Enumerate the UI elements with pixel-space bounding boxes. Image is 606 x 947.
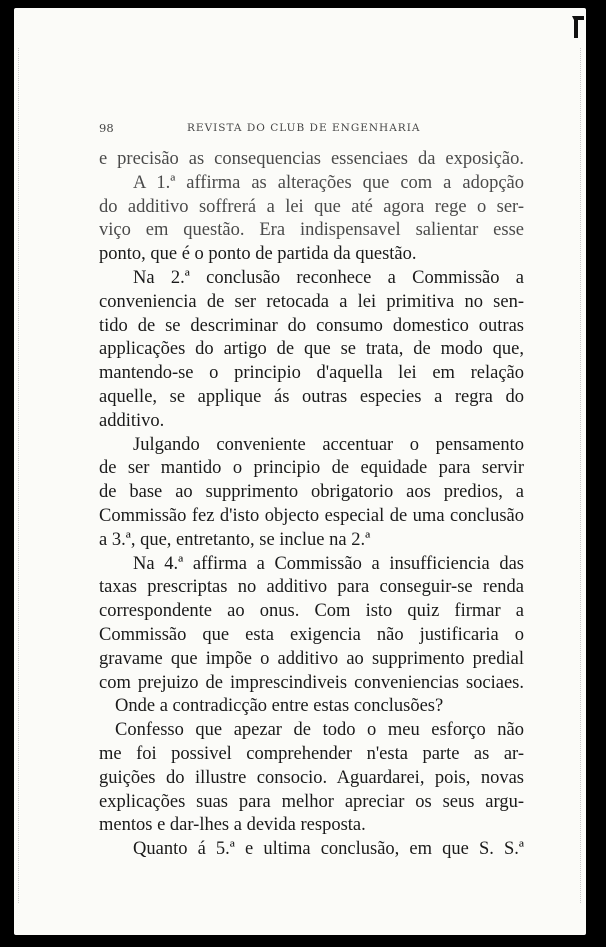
text-line: Confesso que apezar de todo o meu esforço não (115, 720, 524, 741)
text-line: correspondente ao onus. Com isto quiz firmar a (99, 601, 524, 622)
body-text (99, 148, 524, 862)
text-line: viço em questão. Era indispensavel salientar esse (99, 220, 524, 241)
page-edge-rule (18, 48, 20, 903)
text-line: a 3.ª, que, entretanto, se inclue na 2.ª (99, 529, 371, 550)
page-number: 98 (99, 121, 114, 135)
text-line: ponto, que é o ponto de partida da questão. (99, 244, 417, 265)
text-line: mentos e dar-lhes a devida resposta. (99, 815, 366, 836)
book-page (14, 8, 586, 935)
text-line: A 1.ª affirma as alterações que com a adopção (133, 172, 524, 193)
text-line: applicações do artigo de que se trata, de modo que, (99, 339, 524, 360)
text-line: Na 4.ª affirma a Commissão a insufficiencia das (133, 553, 524, 574)
text-line: Julgando conveniente accentuar o pensamento (133, 434, 524, 455)
text-line: de ser mantido o principio de equidade para servir (99, 458, 524, 479)
text-line: tido de se descriminar do consumo domestico outras (99, 315, 524, 336)
text-line: com prejuizo de imprescindiveis conveniencias sociaes. (99, 672, 524, 693)
page-edge-rule (580, 48, 582, 903)
text-line: Quanto á 5.ª e ultima conclusão, em que S. S.ª (133, 839, 524, 860)
text-line: do additivo soffrerá a lei que até agora rege o ser- (99, 196, 524, 217)
text-line: me foi possivel comprehender n'esta parte as ar- (99, 743, 524, 764)
text-line: Commissão fez d'isto objecto especial de uma conclusão (99, 505, 524, 526)
text-line: additivo. (99, 410, 165, 431)
text-line: Onde a contradicção entre estas conclusões? (115, 696, 444, 717)
text-line: de base ao supprimento obrigatorio aos predios, a (99, 482, 524, 503)
text-line: gravame que impõe o additivo ao supprimento predial (99, 648, 524, 669)
text-line: Na 2.ª conclusão reconhece a Commissão a (133, 267, 524, 288)
running-title: REVISTA DO CLUB DE ENGENHARIA (187, 122, 421, 134)
corner-mark-icon (564, 8, 586, 46)
text-line: guições do illustre consocio. Aguardarei, pois, novas (99, 767, 524, 788)
text-line: taxas prescriptas no additivo para conseguir-se renda (99, 577, 524, 598)
text-line: e precisão as consequencias essenciaes da exposição. (99, 149, 524, 169)
text-line: mantendo-se o principio d'aquella lei em relação (99, 363, 524, 384)
text-line: aquelle, se applique ás outras especies a regra do (99, 386, 524, 407)
text-line: conveniencia de ser retocada a lei primitiva no sen- (99, 291, 524, 312)
text-line: Commissão que esta exigencia não justificaria o (99, 624, 524, 645)
text-line: explicações suas para melhor apreciar os seus argu- (99, 791, 524, 812)
